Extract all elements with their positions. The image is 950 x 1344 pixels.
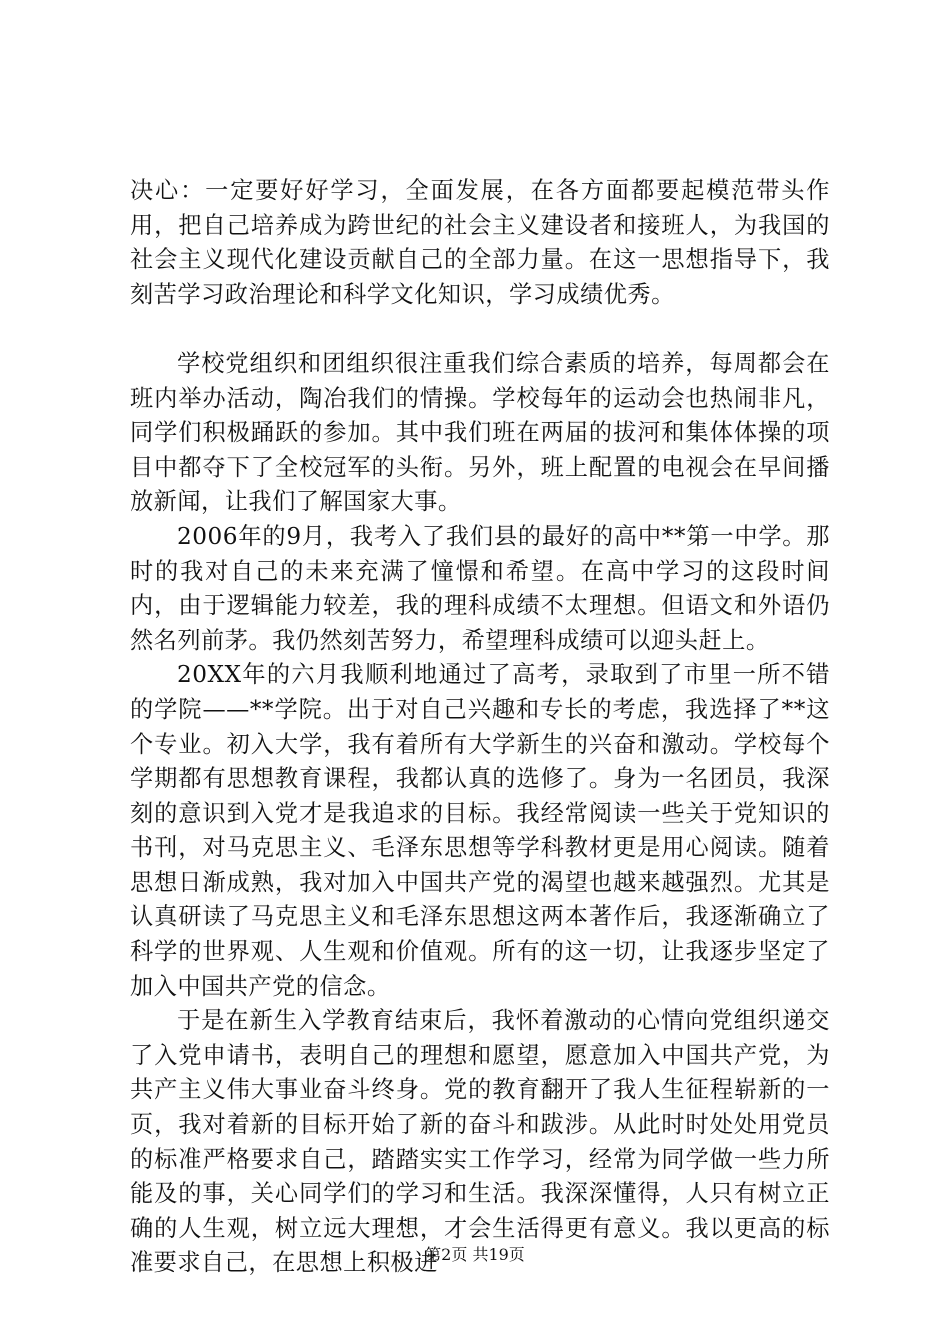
paragraph-1: 决心：一定要好好学习，全面发展，在各方面都要起模范带头作用，把自己培养成为跨世纪的社会主义建设者和接班人，为我国的社会主义现代化建设贡献自己的全部力量。在这一思想指导下，我刻苦学习政治理论和科学文化知识，学习成绩优秀。 xyxy=(130,177,830,308)
document-body xyxy=(130,174,830,1281)
paragraph-4: 20XX年的六月我顺利地通过了高考，录取到了市里一所不错的学院——**学院。出于对自己兴趣和专长的考虑，我选择了**这个专业。初入大学，我有着所有大学新生的兴奋和激动。学校每个学期都有思想教育课程，我都认真的选修了。身为一名团员，我深刻的意识到入党才是我追求的目标。我经常阅读一些关于党知识的书刊，对马克思主义、毛泽东思想等学科教材更是用心阅读。随着思想日渐成熟，我对加入中国共产党的渴望也越来越强烈。尤其是认真研读了马克思主义和毛泽东思想这两本著作后，我逐渐确立了科学的世界观、人生观和价值观。所有的这一切，让我逐步坚定了加入中国共产党的信念。 xyxy=(130,661,830,1000)
paragraph-2: 学校党组织和团组织很注重我们综合素质的培养，每周都会在班内举办活动，陶冶我们的情操。学校每年的运动会也热闹非凡，同学们积极踊跃的参加。其中我们班在两届的拔河和集体体操的项目中都夺下了全校冠军的头衔。另外，班上配置的电视会在早间播放新闻，让我们了解国家大事。 xyxy=(130,349,830,516)
paragraph-5: 于是在新生入学教育结束后，我怀着激动的心情向党组织递交了入党申请书，表明自己的理想和愿望，愿意加入中国共产党，为共产主义伟大事业奋斗终身。党的教育翻开了我人生征程崭新的一页，我对着新的目标开始了新的奋斗和跋涉。从此时时处处用党员的标准严格要求自己，踏踏实实工作学习，经常为同学做一些力所能及的事，关心同学们的学习和生活。我深深懂得，人只有树立正确的人生观，树立远大理想，才会生活得更有意义。我以更高的标准要求自己，在思想上积极进 xyxy=(130,1007,830,1277)
paragraph-3: 2006年的9月，我考入了我们县的最好的高中**第一中学。那时的我对自己的未来充满了憧憬和希望。在高中学习的这段时间内，由于逻辑能力较差，我的理科成绩不太理想。但语文和外语仍然名列前茅。我仍然刻苦努力，希望理科成绩可以迎头赶上。 xyxy=(130,522,830,654)
page-number: 第2页 共19页 xyxy=(425,1245,525,1264)
paragraph-spacer xyxy=(130,312,830,347)
